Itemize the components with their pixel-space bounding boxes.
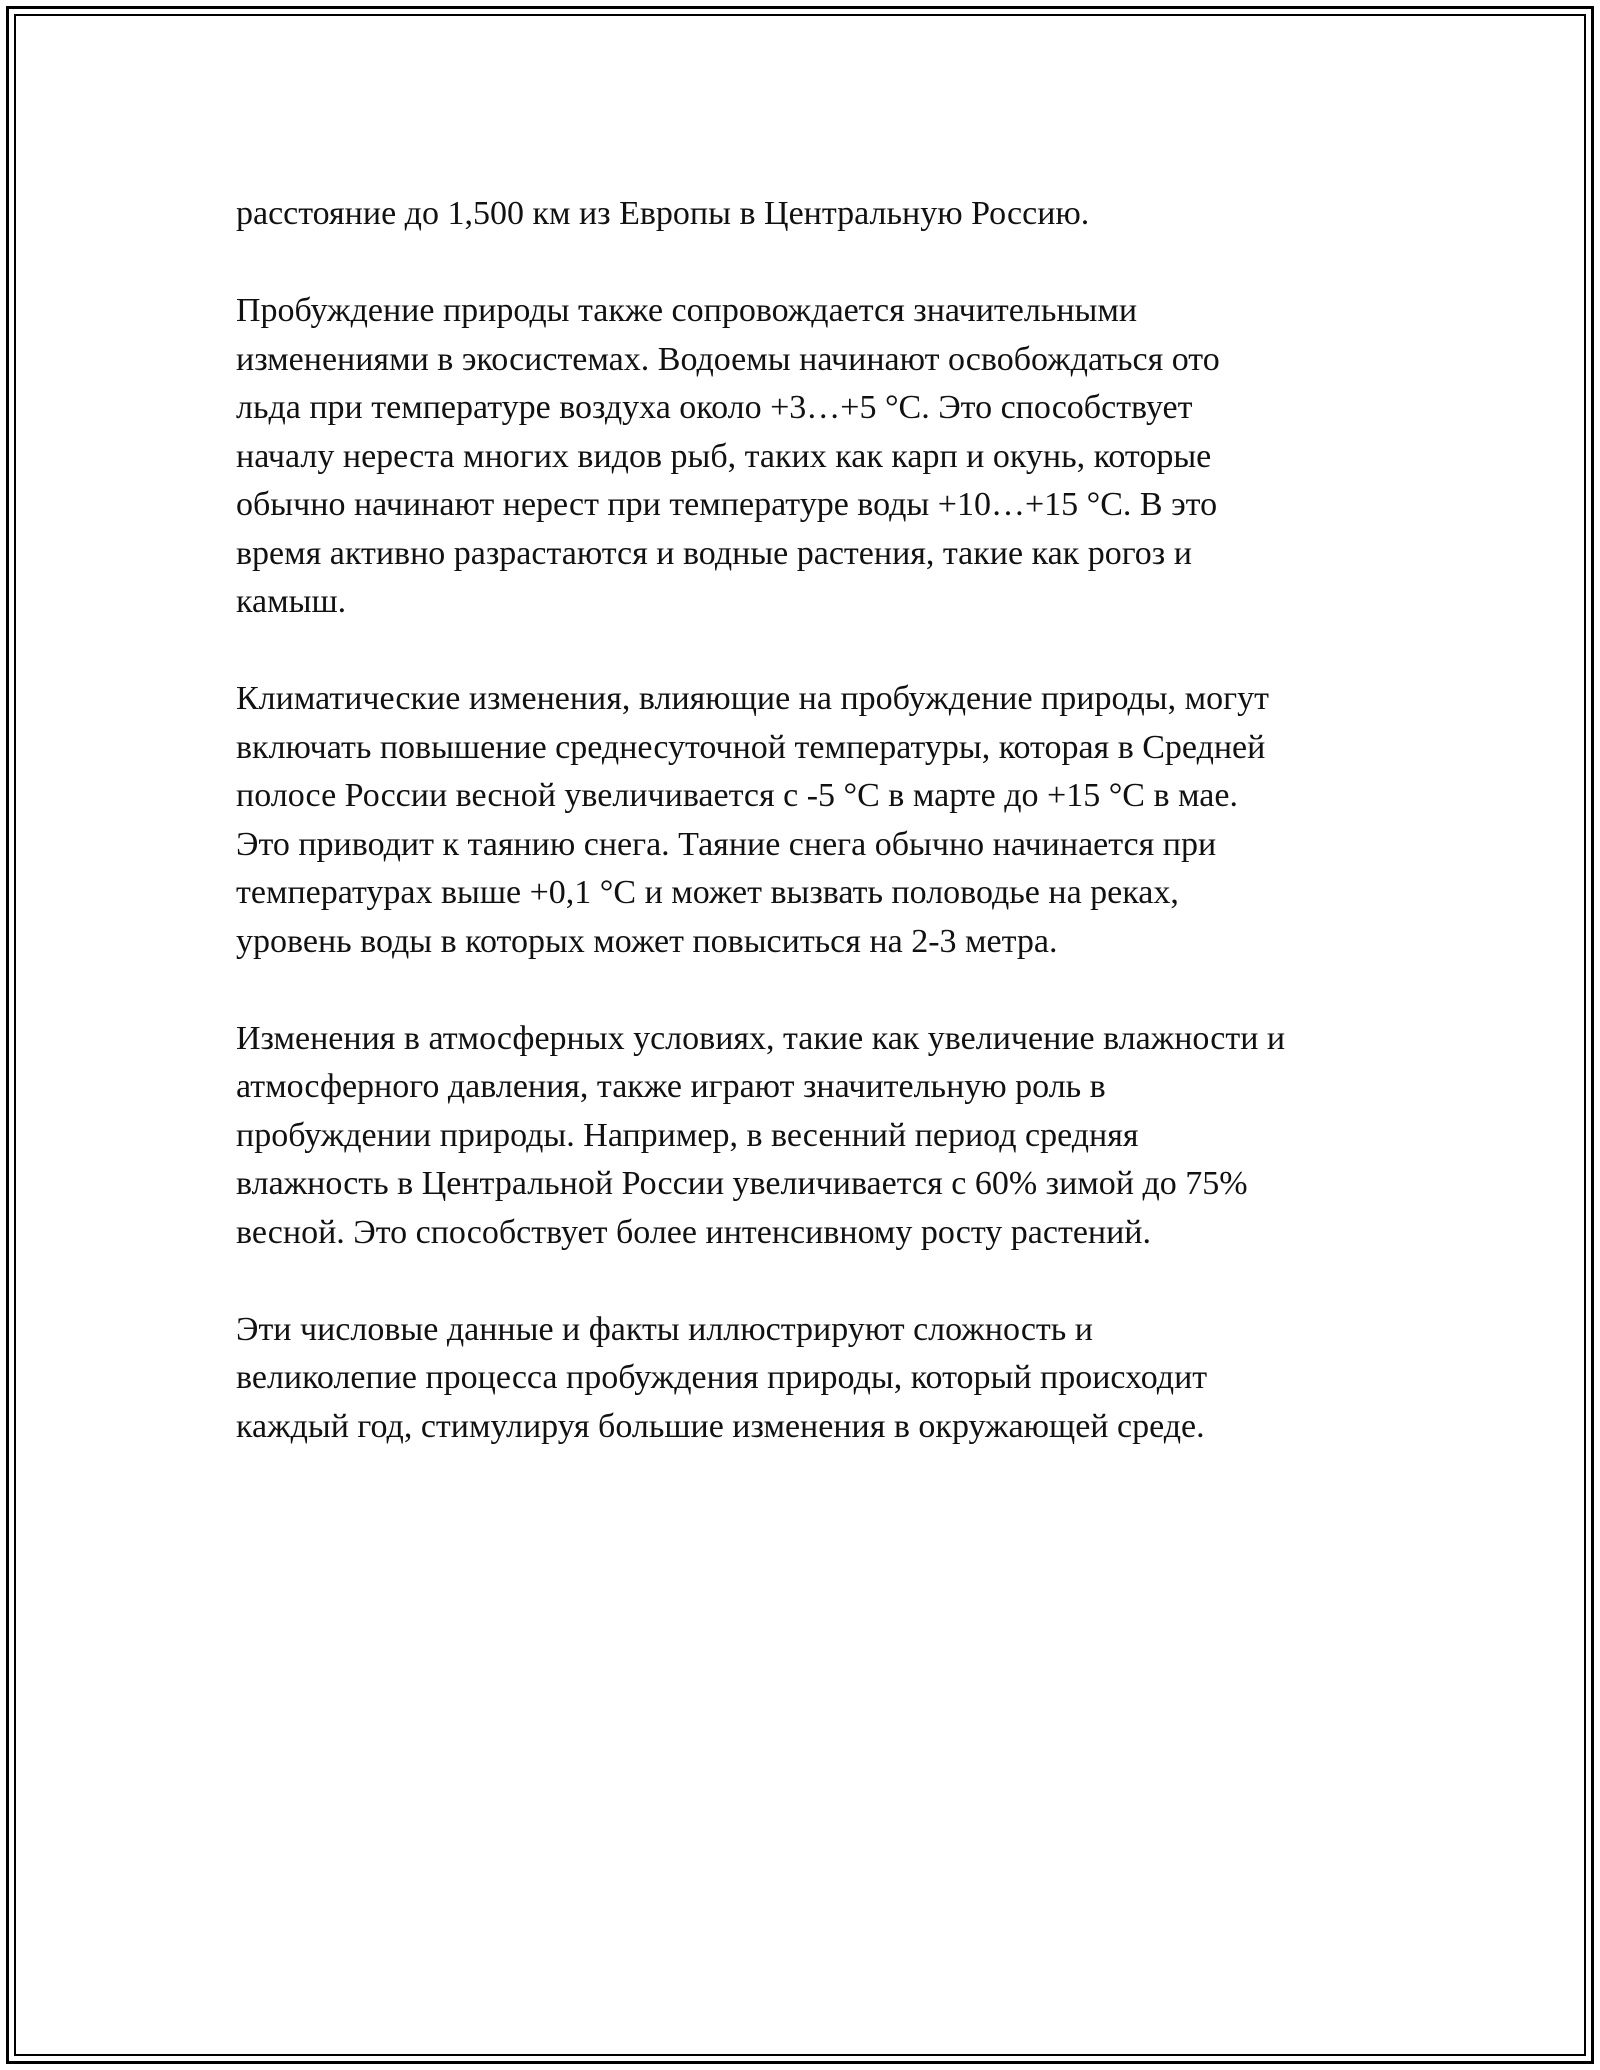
paragraph-atmospheric-conditions [236, 1015, 1376, 1258]
text-line: камыш. [236, 583, 347, 620]
text-line: время активно разрастаются и водные растения, такие как рогоз и [236, 534, 1192, 572]
text-line: весной. Это способствует более интенсивному росту растений. [236, 1213, 1151, 1251]
text-line: расстояние до 1,500 км из Европы в Центральную Россию. [236, 195, 1090, 232]
paragraph-conclusion [236, 1306, 1376, 1452]
text-line: обычно начинают нерест при температуре воды +10…+15 °С. В это [236, 486, 1218, 523]
text-line: температурах выше +0,1 °С и может вызвать половодье на реках, [236, 874, 1179, 911]
text-line: льда при температуре воздуха около +3…+5 °С. Это способствует [236, 389, 1193, 426]
paragraph-climate-changes [236, 675, 1376, 966]
paragraph-continuation [236, 190, 1376, 239]
text-line: полосе России весной увеличивается с -5 °С в марте до +15 °С в мае. [236, 777, 1238, 814]
text-line: Пробуждение природы также сопровождается значительными [236, 292, 1138, 329]
text-line: Эти числовые данные и факты иллюстрируют сложность и [236, 1310, 1093, 1348]
text-line: изменениями в экосистемах. Водоемы начинают освобождаться ото [236, 340, 1220, 378]
text-line: Это приводит к таянию снега. Таяние снега обычно начинается при [236, 825, 1217, 863]
text-line: Изменения в атмосферных условиях, такие как увеличение влажности и [236, 1019, 1286, 1057]
text-line: Климатические изменения, влияющие на пробуждение природы, могут [236, 680, 1269, 717]
text-line: каждый год, стимулируя большие изменения в окружающей среде. [236, 1407, 1205, 1445]
text-line: влажность в Центральной России увеличивается с 60% зимой до 75% [236, 1165, 1248, 1202]
text-line: атмосферного давления, также играют значительную роль в [236, 1068, 1106, 1105]
text-line: началу нереста многих видов рыб, таких как карп и окунь, которые [236, 437, 1212, 475]
document-body [236, 190, 1376, 1500]
paragraph-ecosystem-changes [236, 287, 1376, 627]
text-line: великолепие процесса пробуждения природы, который происходит [236, 1359, 1208, 1396]
text-line: уровень воды в которых может повыситься на 2-3 метра. [236, 922, 1058, 960]
text-line: пробуждении природы. Например, в весенний период средняя [236, 1116, 1139, 1154]
text-line: включать повышение среднесуточной температуры, которая в Средней [236, 728, 1266, 766]
